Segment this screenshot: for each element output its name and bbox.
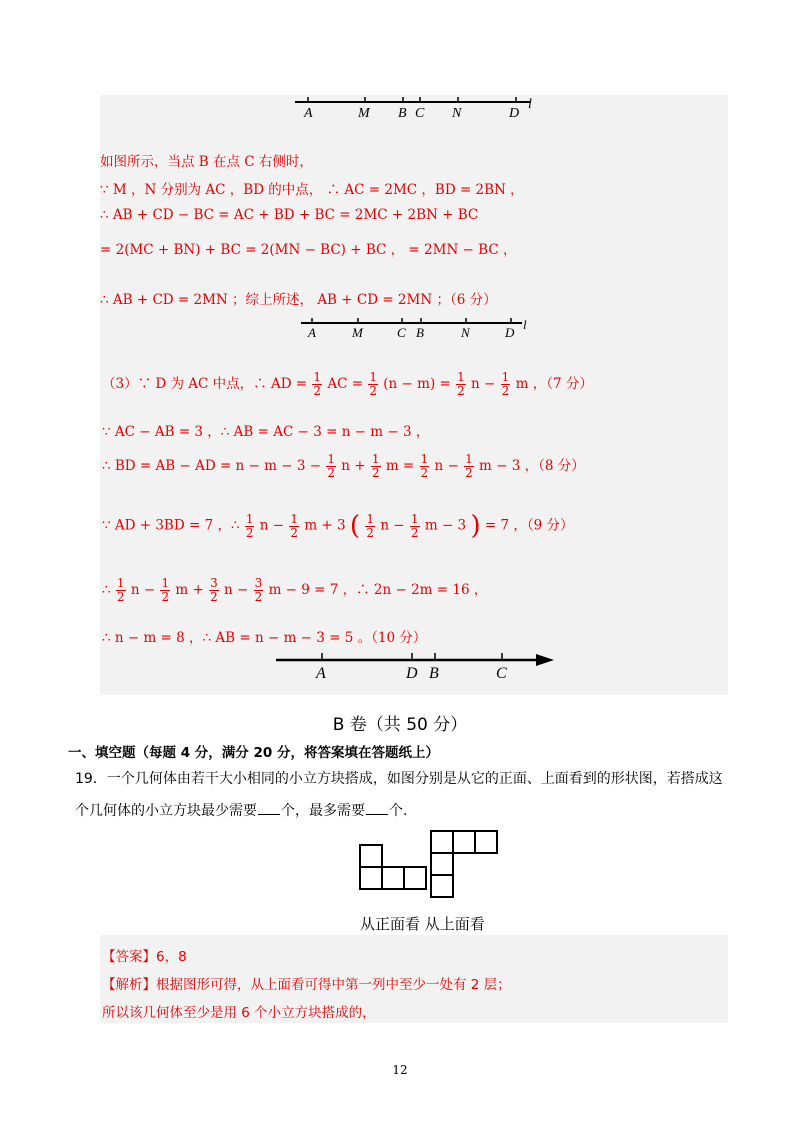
- fraction-half: $\frac{1}{2}$: [245, 511, 254, 540]
- answer-value: 6，8: [156, 949, 187, 965]
- analysis-tag: 【解析】: [102, 977, 156, 993]
- sol2-line2-b: M ，N 分别为 AC ，BD 的中点，: [112, 182, 323, 198]
- sol3-l4-a: n −: [259, 517, 285, 534]
- q19-text-b: 个，最多需要: [281, 803, 365, 819]
- sol3-l4-e: = 7: [484, 517, 510, 534]
- sol3-l3-head: ∴ BD = AB − AD = n − m − 3 −: [102, 458, 322, 474]
- fraction-half: $\frac{1}{2}$: [501, 370, 510, 398]
- sol2-line3: ∴ AB + CD − BC = AC + BD + BC = 2MC + 2BN + BC: [100, 207, 479, 223]
- sol3-l1-head: （3）∵ D 为 AC 中点，∴ AD =: [102, 376, 308, 392]
- sol3-l3-a: n +: [341, 458, 366, 474]
- fraction-half: $\frac{1}{2}$: [457, 370, 465, 398]
- sol2-line2: [100, 178, 524, 198]
- q19-text-a: 个几何体的小立方块最少需要: [75, 803, 257, 819]
- fraction-half: $\frac{1}{2}$: [161, 576, 170, 604]
- fraction-half: $\frac{1}{2}$: [369, 370, 377, 398]
- analysis-line2: 所以该几何体至少是用 6 个小立方块搭成的，: [102, 1005, 376, 1021]
- right-paren: ): [470, 511, 481, 541]
- analysis-line1: [102, 973, 511, 993]
- sol2-line1: 如图所示，当点 B 在点 C 右侧时，: [100, 154, 313, 170]
- fraction-half: $\frac{1}{2}$: [116, 576, 125, 604]
- analysis-text: 根据图形可得，从上面看可得中第一列中至少一处有 2 层；: [156, 977, 511, 993]
- fill-blank-section-title: 一、填空题（每题 4 分，满分 20 分，将答案填在答题纸上）: [68, 745, 439, 761]
- fraction-half: $\frac{1}{2}$: [410, 511, 419, 540]
- label-B: B: [398, 106, 407, 121]
- sol3-l3-b: m =: [385, 458, 415, 474]
- sol3-line1: [102, 371, 593, 398]
- sol3-l1-mid4: m: [515, 376, 529, 392]
- sol3-l4-c: n −: [380, 517, 405, 534]
- sol3-l5-head: ∴: [102, 582, 111, 598]
- label-l: l: [523, 318, 527, 332]
- label-M: M: [352, 325, 363, 340]
- section-heading: B 卷（共 50 分）: [332, 715, 468, 735]
- fraction-half: $\frac{1}{2}$: [366, 511, 375, 540]
- sol3-line4: [102, 511, 574, 541]
- label-B: B: [416, 325, 424, 340]
- sol2-line5-a: ∴ AB + CD = 2MN ；综上所述，: [100, 292, 314, 308]
- score-8: ，（8 分）: [524, 458, 585, 474]
- label-M: M: [358, 106, 370, 121]
- answer-tag: 【答案】: [102, 949, 156, 965]
- sol3-line3: [102, 453, 585, 480]
- answer-blank-min: [258, 814, 280, 815]
- sol2-line4-b: ， = 2MN − BC ，: [390, 242, 517, 258]
- score-7: ，（7 分）: [532, 376, 593, 392]
- label-D: D: [509, 106, 520, 121]
- question-19-line1: 19．一个几何体由若干大小相同的小立方块搭成，如图分别是从它的正面、上面看到的形状图，若搭成这: [75, 771, 723, 787]
- fraction-half: $\frac{1}{2}$: [420, 452, 429, 480]
- left-paren: (: [349, 511, 361, 541]
- sol3-l1-mid1: AC =: [327, 376, 364, 392]
- sol2-line5-b: AB + CD = 2MN ；（6 分）: [317, 292, 497, 308]
- label-C: C: [397, 325, 406, 340]
- sol3-l1-mid2: (n − m) =: [383, 376, 451, 392]
- label-A: A: [316, 665, 326, 682]
- sol3-line5: [102, 577, 487, 604]
- label-D: D: [505, 325, 515, 340]
- sol3-l5-d: m − 9 = 7 ，∴ 2n − 2m = 16 ，: [268, 582, 488, 598]
- sol3-l5-a: n −: [130, 582, 156, 598]
- fraction-half: $\frac{1}{2}$: [313, 370, 322, 398]
- fraction-half: $\frac{1}{2}$: [371, 452, 380, 480]
- because-symbol: ∵: [100, 182, 109, 198]
- sol3-l4-b: m + 3: [304, 517, 346, 534]
- sol2-line4: [100, 238, 516, 258]
- sol2-line5: [100, 288, 497, 308]
- top-view-figure: [429, 829, 501, 901]
- front-view-figure: [358, 843, 430, 893]
- sol3-l5-b: m +: [175, 582, 204, 598]
- label-D: D: [406, 665, 418, 682]
- sol3-l1-mid3: n −: [471, 376, 496, 392]
- label-B: B: [429, 665, 439, 682]
- q19-text-c: 个.: [389, 803, 408, 819]
- sol2-line2-c: ∴ AC = 2MC ，BD = 2BN ，: [326, 182, 524, 198]
- views-caption: 从正面看 从上面看: [360, 915, 485, 933]
- label-l: l: [528, 97, 532, 112]
- sol3-l3-d: m − 3: [479, 458, 521, 474]
- label-N: N: [461, 325, 470, 340]
- sol3-line6: ∴ n − m = 8 ，∴ AB = n − m − 3 = 5 。（10 分）: [102, 630, 427, 646]
- answer-blank-max: [366, 814, 388, 815]
- sol3-line2: ∵ AC − AB = 3 ，∴ AB = AC − 3 = n − m − 3 ，: [102, 424, 430, 440]
- page-number: 12: [392, 1063, 408, 1077]
- fraction-half: $\frac{1}{2}$: [327, 452, 335, 480]
- question-19-line2: [75, 800, 407, 820]
- fraction-half: $\frac{1}{2}$: [465, 452, 473, 480]
- label-C: C: [415, 106, 425, 121]
- number-line-figure-3: [272, 648, 557, 684]
- label-A: A: [308, 325, 316, 340]
- label-N: N: [452, 106, 462, 121]
- sol3-l3-c: n −: [434, 458, 459, 474]
- label-A: A: [304, 106, 313, 121]
- sol2-line4-a: = 2(MC + BN) + BC = 2(MN − BC) + BC: [100, 242, 387, 258]
- label-C: C: [496, 665, 507, 682]
- sol3-l4-d: m − 3: [424, 517, 467, 534]
- sol3-l5-c: n −: [224, 582, 249, 598]
- sol3-l4-head: ∵ AD + 3BD = 7 ，∴: [102, 517, 240, 534]
- number-line-figure-2: [296, 318, 536, 344]
- fraction-three-halves: $\frac{3}{2}$: [254, 576, 263, 604]
- fraction-three-halves: $\frac{3}{2}$: [210, 576, 218, 604]
- number-line-figure-1: [290, 95, 540, 123]
- answer-line: [102, 945, 187, 965]
- score-9: ，（9 分）: [513, 517, 574, 534]
- fraction-half: $\frac{1}{2}$: [290, 511, 299, 540]
